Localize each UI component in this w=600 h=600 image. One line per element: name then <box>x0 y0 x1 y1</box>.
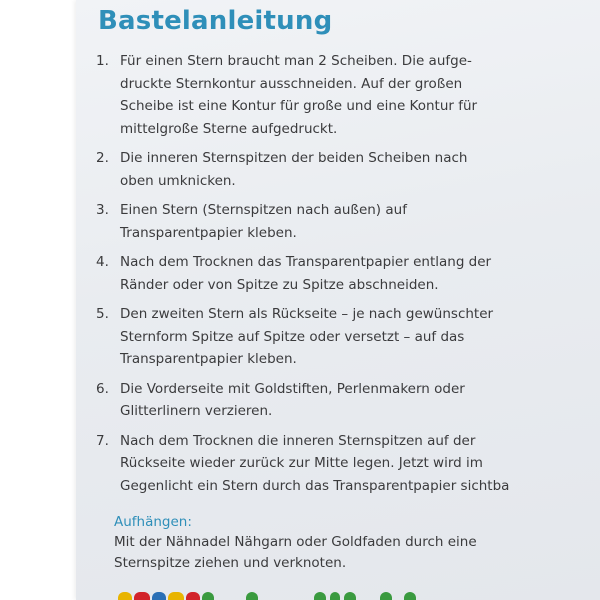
step-2 <box>96 147 600 192</box>
brand-logo-fragment <box>118 589 428 600</box>
step-text-line: Gegenlicht ein Stern durch das Transparentpapier sichtba <box>120 477 510 494</box>
step-4 <box>96 251 600 296</box>
step-number: 4. <box>96 254 109 270</box>
logo-shape <box>314 592 326 600</box>
hanging-text-line: Sternspitze ziehen und verknoten. <box>114 555 347 571</box>
logo-shape <box>330 592 340 600</box>
step-text-line: Nach dem Trocknen das Transparentpapier entlang der <box>120 254 492 270</box>
logo-shape <box>404 592 416 600</box>
logo-shape <box>344 592 356 600</box>
step-7 <box>96 430 600 498</box>
step-text-line: Die inneren Sternspitzen der beiden Scheiben nach <box>120 150 468 166</box>
logo-shape <box>168 592 184 600</box>
step-text-line: Nach dem Trocknen die inneren Sternspitzen auf der <box>120 432 476 449</box>
step-text-line: oben umknicken. <box>120 172 236 189</box>
step-5 <box>96 303 600 371</box>
step-text-line: Transparentpapier kleben. <box>120 224 297 241</box>
logo-shape <box>152 592 166 600</box>
step-text-line: Den zweiten Stern als Rückseite – je nach gewünschter <box>120 306 494 322</box>
logo-shape <box>186 592 200 600</box>
logo-shape <box>134 592 150 600</box>
step-number: 2. <box>96 150 109 166</box>
step-text-line: Ränder oder von Spitze zu Spitze abschneiden. <box>120 276 439 293</box>
step-number: 1. <box>96 53 109 69</box>
step-text-line: Rückseite wieder zurück zur Mitte legen. Jetzt wird im <box>120 455 483 471</box>
page-title: Bastelanleitung <box>98 6 333 36</box>
step-3 <box>96 199 600 244</box>
step-number: 7. <box>96 432 109 449</box>
step-text-line: Die Vorderseite mit Goldstiften, Perlenmakern oder <box>120 380 465 397</box>
hanging-heading: Aufhängen: <box>114 514 192 530</box>
step-text-line: druckte Sternkontur ausschneiden. Auf der großen <box>120 75 463 92</box>
step-number: 5. <box>96 306 109 322</box>
hanging-text <box>114 532 477 574</box>
logo-shape <box>380 592 392 600</box>
step-text-line: Einen Stern (Sternspitzen nach außen) auf <box>120 202 407 218</box>
hanging-text-line: Mit der Nähnadel Nähgarn oder Goldfaden durch eine <box>114 534 477 550</box>
logo-shape <box>118 592 132 600</box>
logo-shape <box>202 592 214 600</box>
step-text-line: Sternform Spitze auf Spitze oder versetzt – auf das <box>120 328 465 345</box>
step-text-line: Scheibe ist eine Kontur für große und eine Kontur für <box>120 98 478 114</box>
step-text-line: mittelgroße Sterne aufgedruckt. <box>120 120 338 137</box>
step-6 <box>96 378 600 423</box>
step-number: 3. <box>96 202 109 218</box>
instruction-steps <box>96 50 600 504</box>
step-1 <box>96 50 600 140</box>
step-text-line: Transparentpapier kleben. <box>120 351 297 367</box>
step-text-line: Für einen Stern braucht man 2 Scheiben. Die aufge- <box>120 53 472 69</box>
step-number: 6. <box>96 380 109 397</box>
logo-shape <box>246 592 258 600</box>
step-text-line: Glitterlinern verzieren. <box>120 403 273 419</box>
